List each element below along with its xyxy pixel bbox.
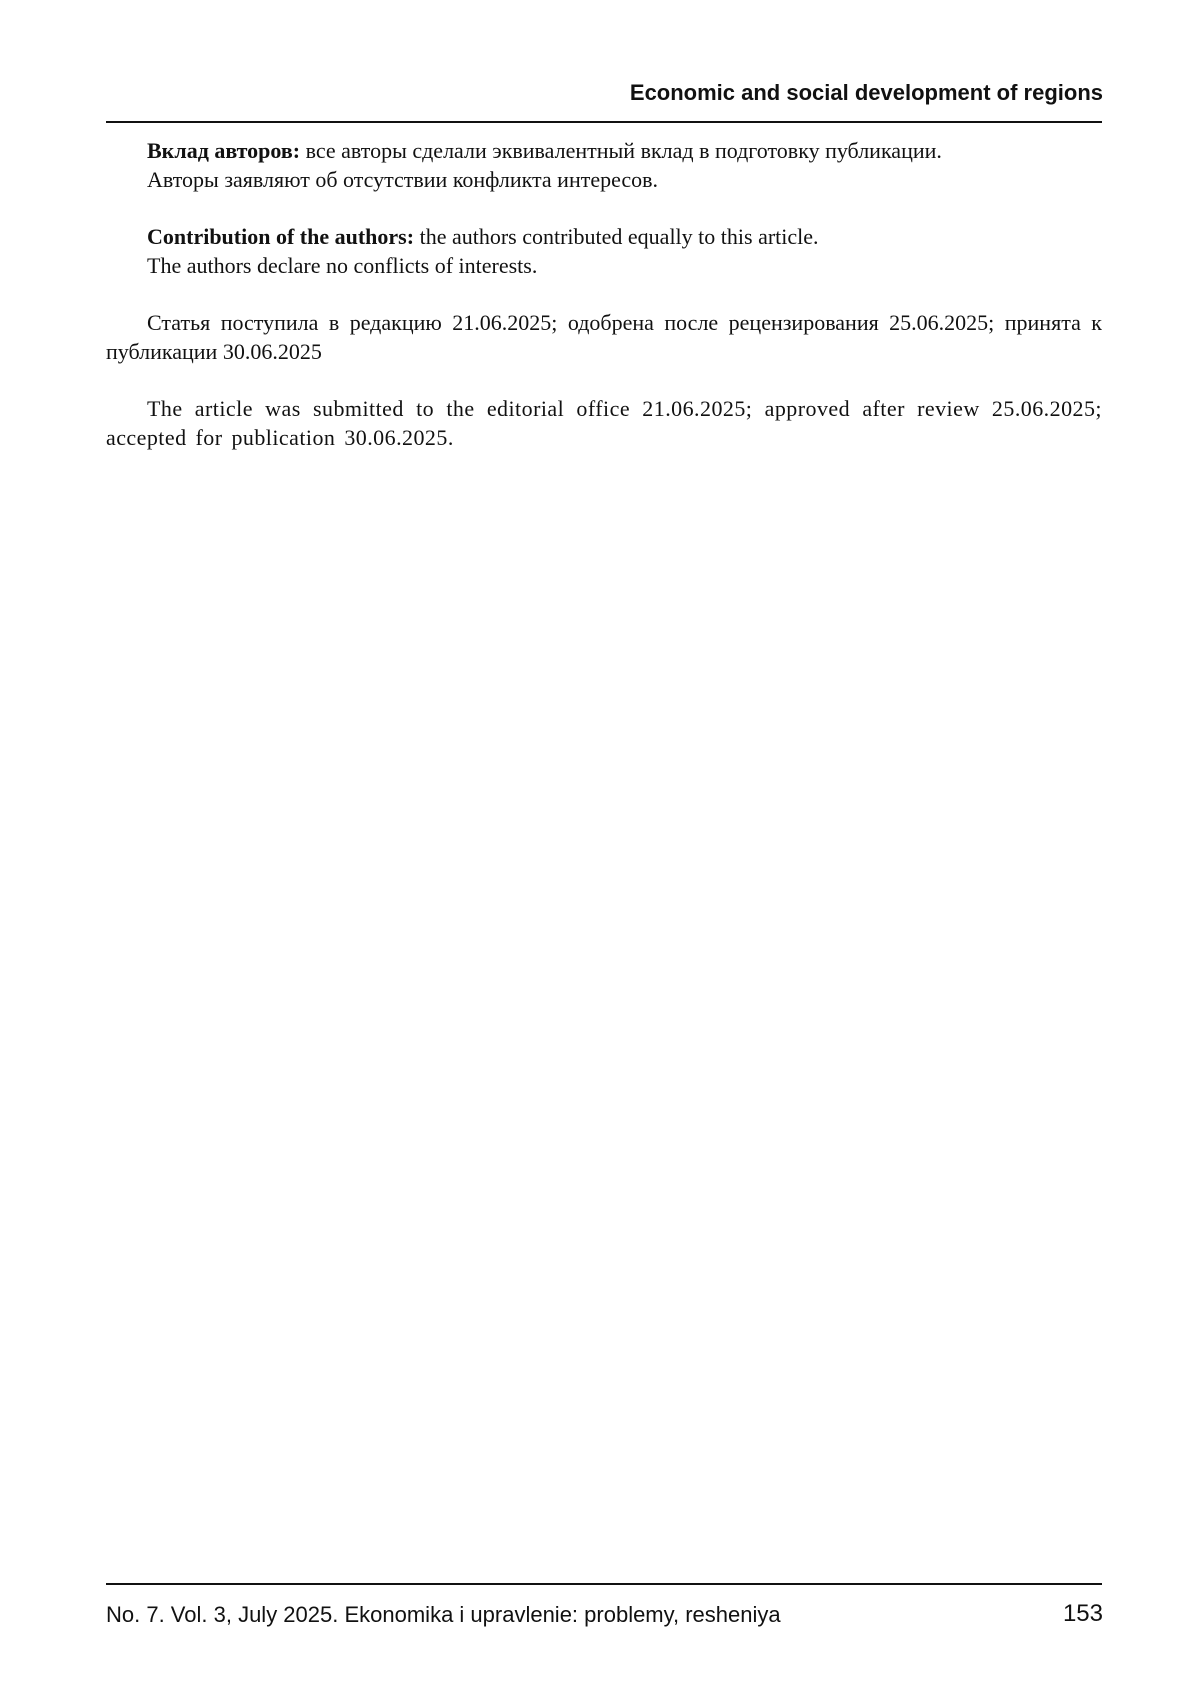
journal-citation: No. 7. Vol. 3, July 2025. Ekonomika i upravlenie: problemy, resheniya (106, 1602, 781, 1627)
en-contribution-label: Contribution of the authors: (147, 224, 415, 249)
spacer (106, 366, 1102, 394)
article-back-matter (106, 136, 1102, 452)
ru-contribution-line (106, 136, 1102, 165)
en-article-dates: The article was submitted to the editorial office 21.06.2025; approved after review 25.06.2025; accepted for publication 30.06.2025. (106, 396, 1102, 450)
spacer (106, 194, 1102, 222)
spacer (106, 280, 1102, 308)
ru-article-dates: Статья поступила в редакцию 21.06.2025; одобрена после рецензирования 25.06.2025; принята к публикации 30.06.2025 (106, 310, 1102, 364)
en-contribution-line (106, 222, 1102, 251)
ru-contribution-text: все авторы сделали эквивалентный вклад в подготовку публикации. (300, 138, 942, 163)
en-conflict-statement: The authors declare no conflicts of interests. (147, 253, 538, 278)
footer-divider (106, 1583, 1102, 1585)
en-contribution-text: the authors contributed equally to this article. (414, 224, 819, 249)
header-divider (106, 121, 1102, 123)
running-header-title: Economic and social development of regions (629, 80, 1103, 105)
page-number: 153 (1062, 1600, 1103, 1627)
ru-contribution-label: Вклад авторов: (147, 138, 301, 163)
ru-conflict-statement: Авторы заявляют об отсутствии конфликта интересов. (147, 167, 659, 192)
